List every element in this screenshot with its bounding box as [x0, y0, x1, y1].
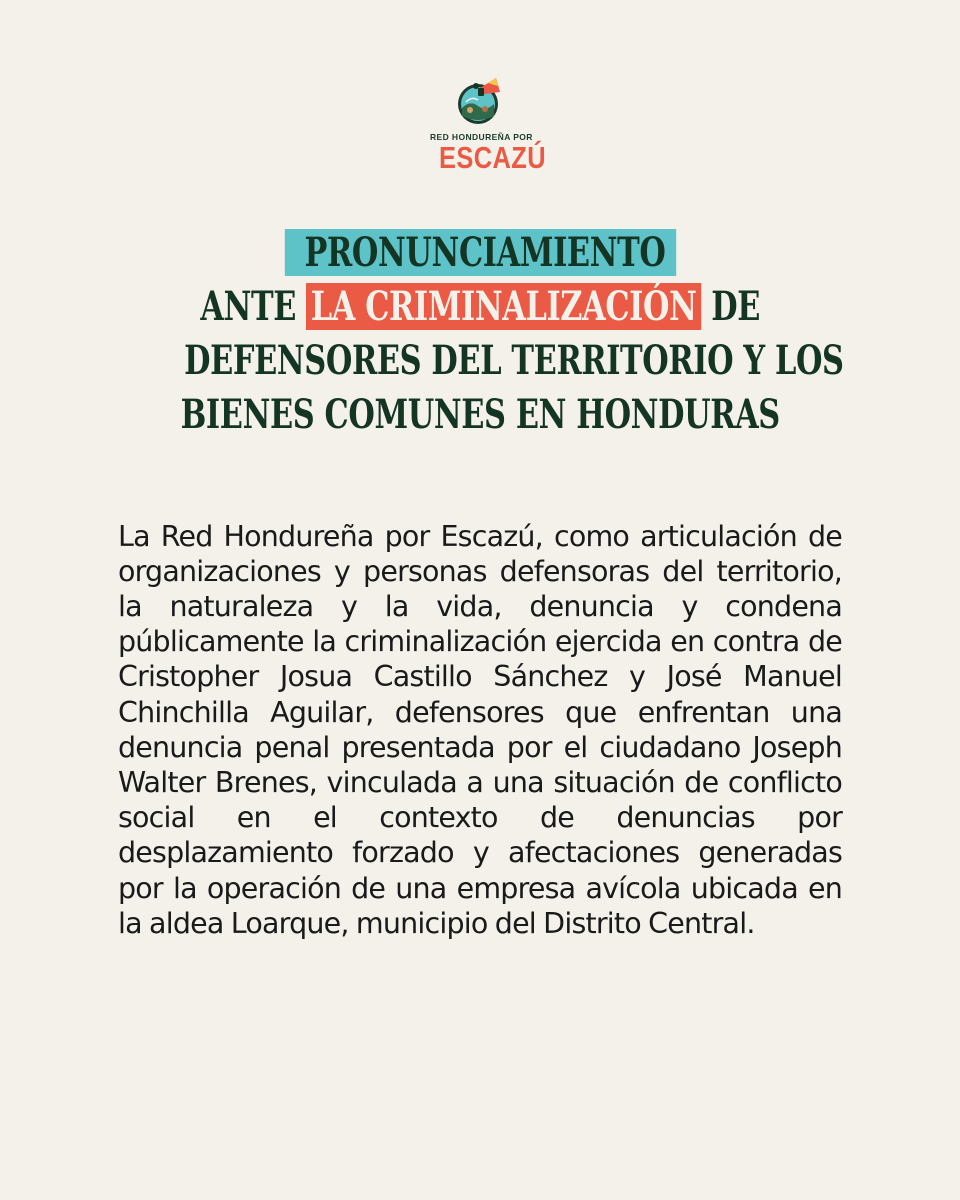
page-title: [80, 226, 880, 442]
logo-name: ESCAZÚ: [439, 140, 546, 175]
title-line-2-pre: ANTE: [200, 283, 296, 330]
body-paragraph: La Red Hondureña por Escazú, como articulación de organizaciones y personas defensoras del territorio, la naturaleza y la vida, denuncia y condena públicamente la criminalización ejercida en contra de Cristopher Josua Castillo Sánchez y José Manuel Chinchilla Aguilar, defensores que enfrentan una denuncia penal presentada por el ciudadano Joseph Walter Brenes, vinculada a una situación de conflicto social en el contexto de denuncias por desplazamiento forzado y afectaciones generadas por la operación de una empresa avícola ubicada en la aldea Loarque, municipio del Distrito Central.: [118, 519, 842, 940]
title-line-4-text: BIENES COMUNES EN HONDURAS: [180, 391, 780, 438]
title-line-4: [80, 388, 880, 442]
title-line-2: [80, 280, 880, 334]
title-line-2-post: DE: [711, 283, 760, 330]
title-line-1: [80, 226, 880, 280]
logo-subtitle: RED HONDUREÑA POR: [430, 132, 533, 142]
title-line-3: [80, 334, 880, 388]
title-highlight-teal: PRONUNCIAMIENTO: [284, 229, 675, 276]
logo: [430, 72, 546, 176]
title-line-3-text: DEFENSORES DEL TERRITORIO Y LOS: [184, 337, 844, 384]
megaphone-globe-emblem-icon: [452, 72, 508, 128]
title-highlight-red: LA CRIMINALIZACIÓN: [306, 283, 701, 330]
